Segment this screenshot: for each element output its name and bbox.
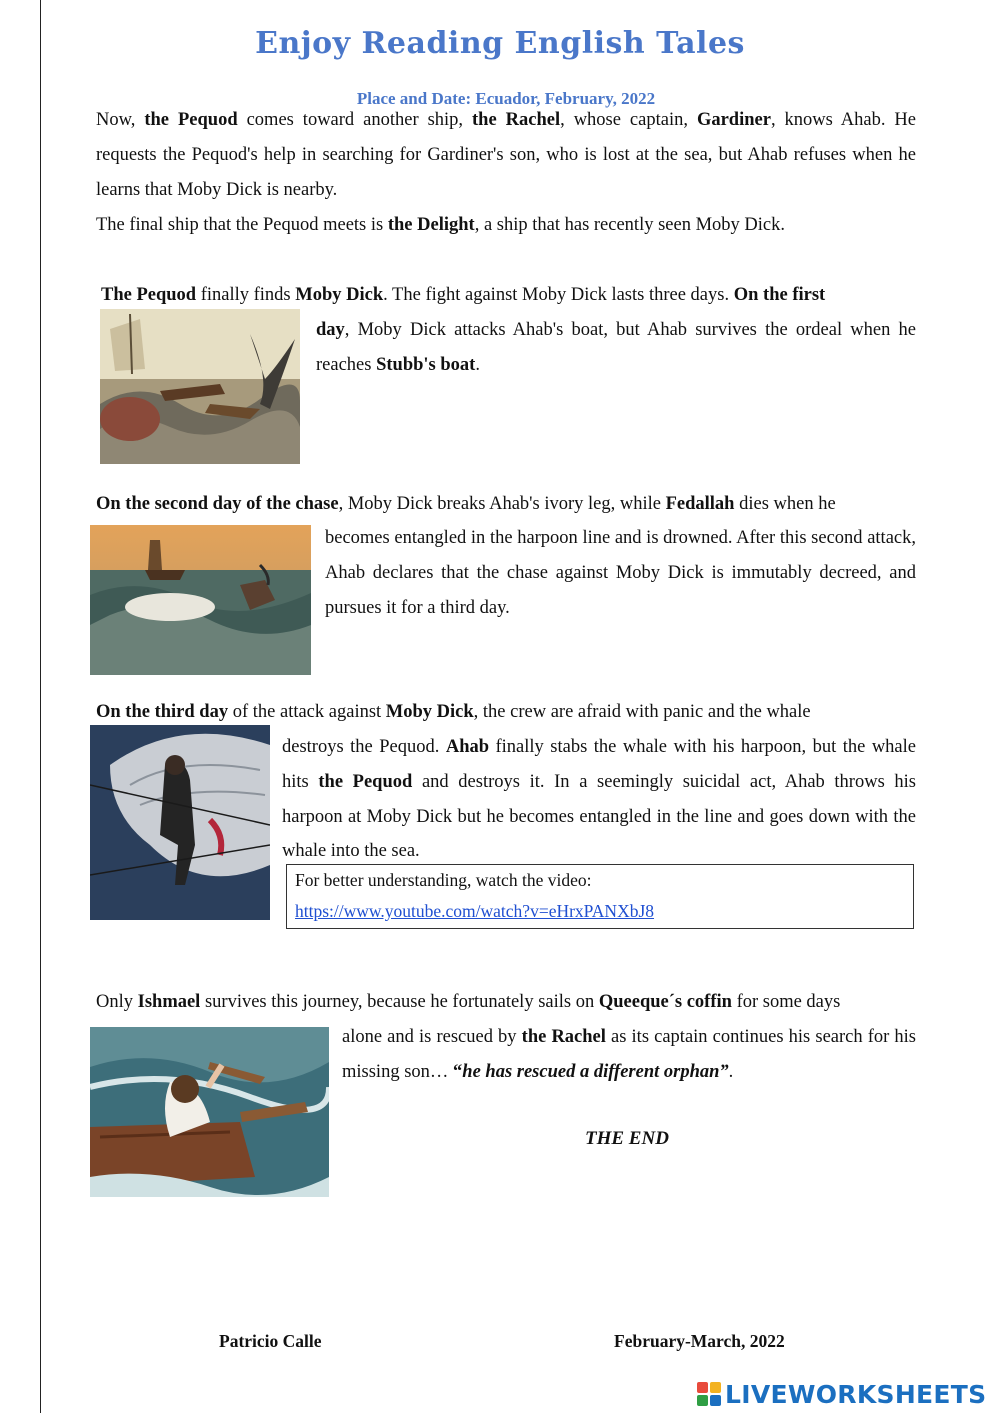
paragraph-third-day-rest: destroys the Pequod. Ahab finally stabs the whale with his harpoon, but the whale hits the Pequod and destroys it. In a seemingly suicidal act, Ahab throws his harpoon at Moby Dick but he becomes entangled in the line and goes down with the whale into the sea. — [282, 737, 917, 862]
ishmael-coffin-image — [90, 1027, 329, 1197]
liveworksheets-logo-icon — [697, 1382, 721, 1406]
whale-hunt-image — [100, 309, 300, 464]
video-label: For better understanding, watch the video: — [295, 870, 592, 890]
page-title: Enjoy Reading English Tales — [255, 26, 745, 61]
author-name: Patricio Calle — [219, 1331, 322, 1351]
left-margin-rule — [40, 0, 41, 1413]
ahab-on-whale-image — [90, 725, 270, 920]
paragraph-ishmael-rest: alone and is rescued by the Rachel as its captain continues his search for his missing son… “he has rescued a different orphan”. — [342, 1027, 916, 1082]
liveworksheets-logo — [697, 1374, 986, 1414]
place-date: Place and Date: Ecuador, February, 2022 — [356, 89, 656, 108]
paragraph-delight: The final ship that the Pequod meets is the Delight, a ship that has recently seen Moby Dick. — [96, 215, 785, 235]
the-end: THE END — [585, 1128, 669, 1149]
paragraph-first-day-rest: day, Moby Dick attacks Ahab's boat, but Ahab survives the ordeal when he reaches Stubb's boat. — [316, 320, 916, 375]
paragraph-second-day-line: On the second day of the chase, Moby Dick breaks Ahab's ivory leg, while Fedallah dies when he — [96, 494, 836, 514]
footer-date: February-March, 2022 — [614, 1331, 785, 1351]
paragraph-first-day-line: The Pequod finally finds Moby Dick. The fight against Moby Dick lasts three days. On the first — [101, 285, 826, 305]
video-link[interactable]: https://www.youtube.com/watch?v=eHrxPANXbJ8 — [295, 901, 655, 921]
paragraph-rachel: Now, the Pequod comes toward another ship, the Rachel, whose captain, Gardiner, knows Ahab. He requests the Pequod's help in searching for Gardiner's son, who is lost at the sea, but Ahab refuses when he learns that Moby Dick is nearby. — [96, 110, 917, 200]
second-day-chase-image — [90, 525, 311, 675]
video-box — [286, 864, 914, 929]
paragraph-second-day-rest: becomes entangled in the harpoon line and is drowned. After this second attack, Ahab declares that the chase against Moby Dick is immutably decreed, and pursues it for a third day. — [325, 528, 916, 618]
liveworksheets-wordmark: LIVEWORKSHEETS — [725, 1379, 987, 1409]
paragraph-ishmael-line: Only Ishmael survives this journey, because he fortunately sails on Queeque´s coffin for some days — [96, 992, 841, 1012]
paragraph-third-day-line: On the third day of the attack against Moby Dick, the crew are afraid with panic and the whale — [96, 702, 811, 722]
